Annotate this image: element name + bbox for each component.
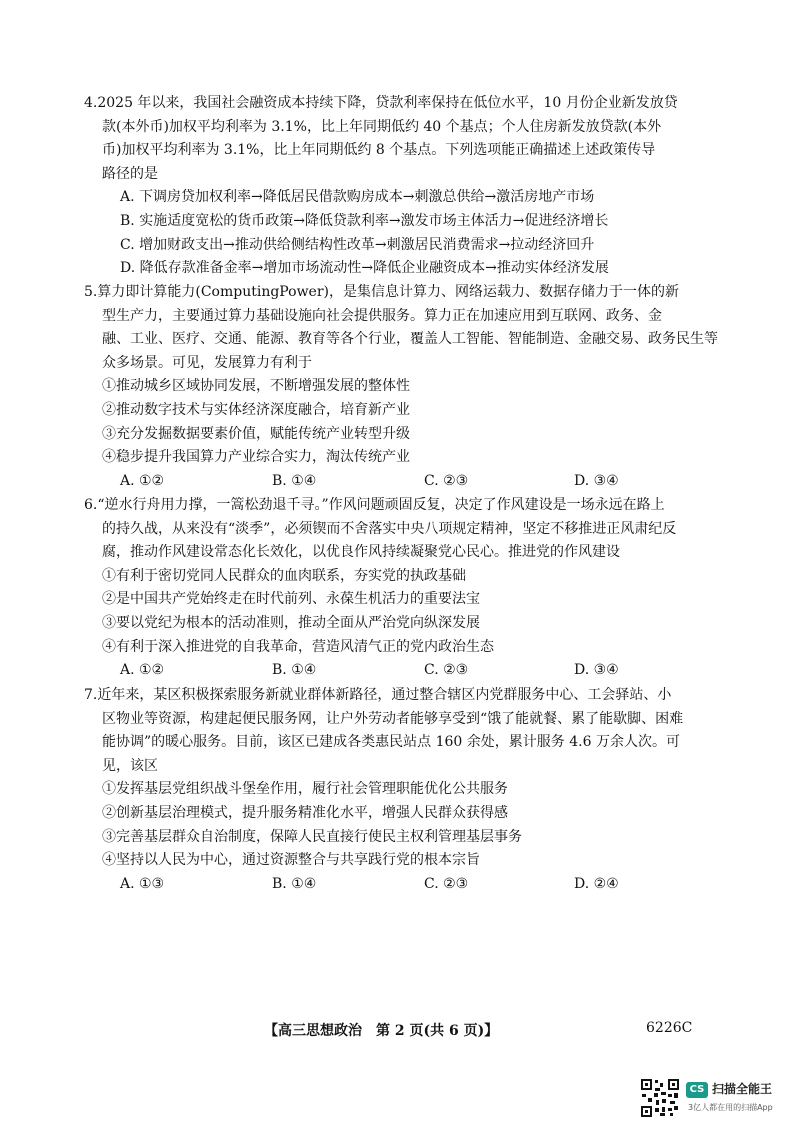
- question-5-stem-line: 众多场景。可见，发展算力有利于: [102, 354, 312, 371]
- question-5-statement-3: ③充分发掘数据要素价值，赋能传统产业转型升级: [102, 425, 410, 442]
- choice-d: D. ②④: [574, 875, 619, 892]
- question-5-statement-4: ④稳步提升我国算力产业综合实力，淘汰传统产业: [102, 449, 410, 466]
- question-5-stem-line: 型生产力，主要通过算力基础设施向社会提供服务。算力正在加速应用到互联网、政务、金: [102, 307, 662, 324]
- camscanner-name: 扫描全能王: [712, 1082, 773, 1096]
- question-5-stem-line: 5.算力即计算能力(ComputingPower)，是集信息计算力、网络运载力、数据存储力于一体的新: [84, 284, 679, 300]
- question-5-statement-2: ②推动数字技术与实体经济深度融合，培育新产业: [102, 401, 410, 418]
- choice-c: C. ②③: [424, 472, 469, 489]
- question-6-stem-line: 腐，推动作风建设常态化长效化，以优良作风持续凝聚党心民心。推进党的作风建设: [102, 544, 620, 561]
- question-6-statement-1: ①有利于密切党同人民群众的血肉联系，夯实党的执政基础: [102, 567, 466, 584]
- paper-code: 6226C: [646, 1020, 693, 1036]
- question-7-statement-1: ①发挥基层党组织战斗堡垒作用，履行社会管理职能优化公共服务: [102, 781, 508, 798]
- choice-c: C. ②③: [424, 875, 469, 892]
- choice-b: B. ①④: [272, 875, 317, 892]
- camscanner-logo: CS: [686, 1082, 708, 1098]
- question-6-statement-3: ③要以党纪为根本的活动准则，推动全面从严治党向纵深发展: [102, 614, 480, 631]
- choice-d: D. ③④: [574, 662, 619, 679]
- choice-a: A. ①③: [120, 875, 165, 892]
- question-5-stem-line: 融、工业、医疗、交通、能源、教育等各个行业，覆盖人工智能、智能制造、金融交易、政务民生等: [102, 331, 718, 348]
- question-6-statement-2: ②是中国共产党始终走在时代前列、永葆生机活力的重要法宝: [102, 591, 480, 608]
- question-7-stem-line: 见，该区: [102, 757, 158, 774]
- question-7-stem-line: 7.近年来，某区积极探索服务新就业群体新路径，通过整合辖区内党群服务中心、工会驿站、小: [84, 687, 672, 703]
- choice-c: C. ②③: [424, 662, 469, 679]
- question-7-choices: [84, 873, 724, 897]
- question-7-statement-4: ④坚持以人民为中心，通过资源整合与共享践行党的根本宗旨: [102, 852, 480, 869]
- question-6-stem-line: 6.“逆水行舟用力撑，一篙松劲退千寻。”作风问题顽固反复，决定了作风建设是一场永远在路上: [84, 497, 665, 513]
- question-4-option-a: A. 下调房贷加权利率→降低居民借款购房成本→刺激总供给→激活房地产市场: [120, 189, 595, 206]
- question-7-statement-2: ②创新基层治理模式，提升服务精准化水平，增强人民群众获得感: [102, 804, 508, 821]
- question-4-stem-line: 4.2025 年以来，我国社会融资成本持续下降，贷款利率保持在低位水平，10 月份企业新发放贷: [84, 95, 678, 111]
- footer-title: 【高三思想政治 第 2 页(共 6 页)】: [264, 1023, 499, 1039]
- choice-a: A. ①②: [120, 662, 165, 679]
- question-5-statement-1: ①推动城乡区域协同发展，不断增强发展的整体性: [102, 378, 410, 395]
- question-5: [84, 281, 724, 493]
- question-6-statement-4: ④有利于深入推进党的自我革命，营造风清气正的党内政治生态: [102, 638, 494, 655]
- question-6-stem-line: 的持久战，从来没有“淡季”，必须锲而不舍落实中央八项规定精神，坚定不移推进正风肃纪反: [102, 520, 677, 537]
- qr-code-icon: [640, 1078, 680, 1118]
- question-7-stem-line: 能协调”的暖心服务。目前，该区已建成各类惠民站点 160 余处，累计服务 4.6 万余人次。可: [102, 734, 680, 751]
- question-4-stem-line: 款(本外币)加权平均利率为 3.1%，比上年同期低约 40 个基点；个人住房新发放贷款(本外: [102, 118, 662, 135]
- question-7-stem-line: 区物业等资源，构建起便民服务网，让户外劳动者能够享受到“饿了能就餐、累了能歇脚、困难: [102, 710, 684, 727]
- question-4-stem-line: 路径的是: [102, 165, 158, 182]
- choice-a: A. ①②: [120, 472, 165, 489]
- question-6: [84, 494, 724, 683]
- scanner-watermark: [640, 1078, 790, 1122]
- question-4-option-d: D. 降低存款准备金率→增加市场流动性→降低企业融资成本→推动实体经济发展: [120, 260, 609, 277]
- question-4-option-b: B. 实施适度宽松的货币政策→降低贷款利率→激发市场主体活力→促进经济增长: [120, 212, 609, 229]
- question-4-stem-line: 币)加权平均利率为 3.1%，比上年同期低约 8 个基点。下列选项能正确描述上述政策传导: [102, 142, 656, 159]
- question-7-statement-3: ③完善基层群众自治制度，保障人民直接行使民主权利管理基层事务: [102, 828, 522, 845]
- question-7: [84, 684, 724, 896]
- choice-b: B. ①④: [272, 472, 317, 489]
- question-6-choices: [84, 659, 724, 683]
- choice-b: B. ①④: [272, 662, 317, 679]
- camscanner-slogan: 3亿人都在用的扫描App: [688, 1103, 773, 1112]
- question-4: [84, 92, 724, 281]
- question-5-choices: [84, 470, 724, 494]
- choice-d: D. ③④: [574, 472, 619, 489]
- question-4-option-c: C. 增加财政支出→推动供给侧结构性改革→刺激居民消费需求→拉动经济回升: [120, 236, 595, 253]
